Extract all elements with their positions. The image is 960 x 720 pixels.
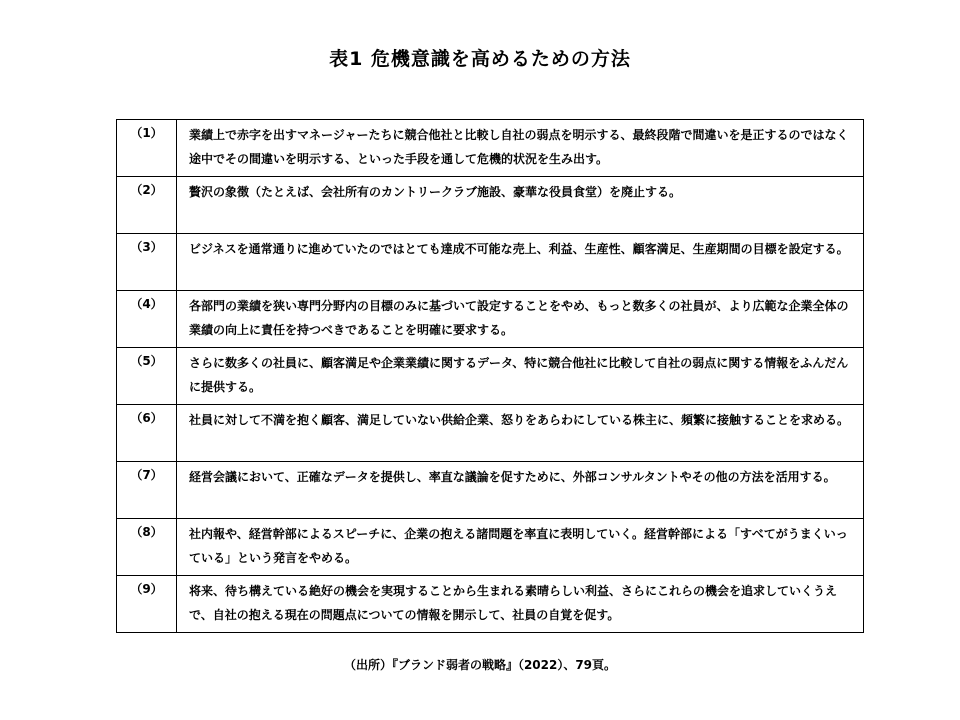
- row-text: 業績上で赤字を出すマネージャーたちに競合他社と比較し自社の弱点を明示する、最終段階で間違いを是正するのではなく途中でその間違いを明示する、といった手段を通して危機的状況を生み出す。: [177, 120, 864, 177]
- table-row: [117, 291, 864, 348]
- row-text: 社員に対して不満を抱く顧客、満足していない供給企業、怒りをあらわにしている株主に、頻繁に接触することを求める。: [177, 405, 864, 462]
- row-text: 将来、待ち構えている絶好の機会を実現することから生まれる素晴らしい利益、さらにこれらの機会を追求していくうえで、自社の抱える現在の問題点についての情報を開示して、社員の自覚を促す。: [177, 576, 864, 633]
- row-text: ビジネスを通常通りに進めていたのではとても達成不可能な売上、利益、生産性、顧客満足、生産期間の目標を設定する。: [177, 234, 864, 291]
- row-text: 社内報や、経営幹部によるスピーチに、企業の抱える諸問題を率直に表明していく。経営幹部による「すべてがうまくいっている」という発言をやめる。: [177, 519, 864, 576]
- row-text: 経営会議において、正確なデータを提供し、率直な議論を促すために、外部コンサルタントやその他の方法を活用する。: [177, 462, 864, 519]
- row-number: （3）: [117, 234, 177, 291]
- table-row: [117, 576, 864, 633]
- row-text: 贅沢の象徴（たとえば、会社所有のカントリークラブ施設、豪華な役員食堂）を廃止する。: [177, 177, 864, 234]
- source-note: （出所）『ブランド弱者の戦略』（2022）、79頁。: [343, 658, 617, 672]
- row-number: （1）: [117, 120, 177, 177]
- row-number: （7）: [117, 462, 177, 519]
- methods-table: [116, 119, 864, 633]
- table-row: [117, 405, 864, 462]
- row-number: （2）: [117, 177, 177, 234]
- row-text: 各部門の業績を狭い専門分野内の目標のみに基づいて設定することをやめ、もっと数多くの社員が、より広範な企業全体の業績の向上に責任を持つべきであることを明確に要求する。: [177, 291, 864, 348]
- table-row: [117, 519, 864, 576]
- row-text: さらに数多くの社員に、顧客満足や企業業績に関するデータ、特に競合他社に比較して自社の弱点に関する情報をふんだんに提供する。: [177, 348, 864, 405]
- row-number: （6）: [117, 405, 177, 462]
- row-number: （8）: [117, 519, 177, 576]
- table-row: [117, 120, 864, 177]
- table-row: [117, 462, 864, 519]
- row-number: （9）: [117, 576, 177, 633]
- table-row: [117, 234, 864, 291]
- slide-title: 表1 危機意識を高めるための方法: [329, 48, 631, 70]
- row-number: （4）: [117, 291, 177, 348]
- table-row: [117, 177, 864, 234]
- row-number: （5）: [117, 348, 177, 405]
- table-row: [117, 348, 864, 405]
